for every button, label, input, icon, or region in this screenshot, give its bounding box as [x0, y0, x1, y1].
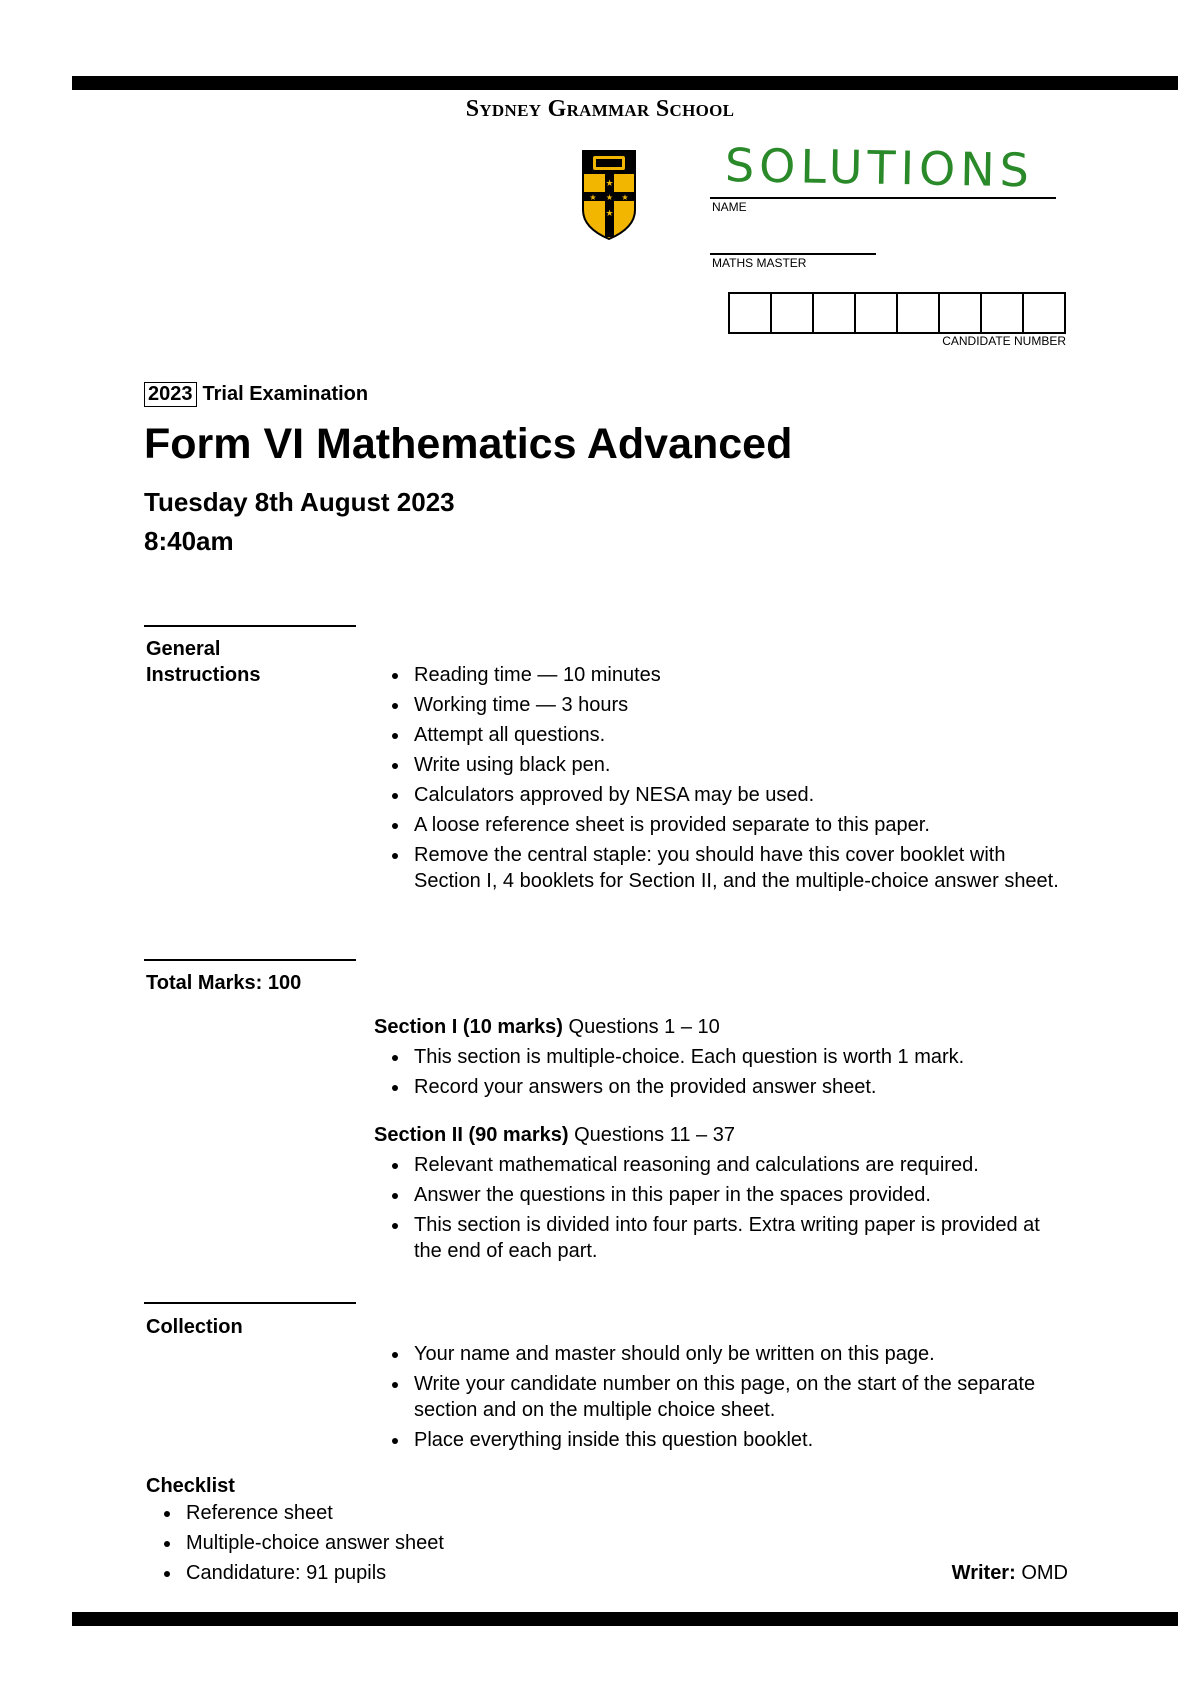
- candidate-digit-box[interactable]: [772, 294, 814, 332]
- list-item: Write using black pen.: [388, 752, 1068, 778]
- bottom-rule: [72, 1612, 1178, 1626]
- list-item: Answer the questions in this paper in the spaces provided.: [388, 1182, 1068, 1208]
- candidate-digit-box[interactable]: [982, 294, 1024, 332]
- list-item: Relevant mathematical reasoning and calculations are required.: [388, 1152, 1068, 1178]
- exam-date: Tuesday 8th August 2023: [144, 487, 455, 517]
- section-two-range: Questions 11 – 37: [574, 1124, 735, 1146]
- list-item: Reference sheet: [160, 1500, 680, 1526]
- section-two-title: [374, 1122, 1068, 1148]
- list-item: This section is multiple-choice. Each question is worth 1 mark.: [388, 1044, 1068, 1070]
- checklist-heading: Checklist: [146, 1475, 235, 1497]
- list-item: Multiple-choice answer sheet: [160, 1530, 680, 1556]
- svg-text:★: ★: [589, 193, 597, 202]
- list-item: Attempt all questions.: [388, 722, 1068, 748]
- candidate-number-label: CANDIDATE NUMBER: [942, 334, 1066, 348]
- section-one-label: Section I (10 marks): [374, 1016, 563, 1038]
- school-crest-icon: [582, 150, 636, 240]
- svg-text:★: ★: [605, 208, 614, 218]
- section-two-block: [374, 1122, 1068, 1268]
- exam-type-line: [144, 382, 368, 407]
- svg-text:★: ★: [605, 178, 614, 188]
- svg-text:★: ★: [621, 193, 629, 202]
- section-divider: [144, 959, 356, 961]
- list-item: Your name and master should only be written on this page.: [388, 1341, 1068, 1367]
- candidate-digit-box[interactable]: [814, 294, 856, 332]
- general-instructions-heading: [146, 636, 260, 688]
- section-divider: [144, 625, 356, 627]
- section-divider: [144, 1302, 356, 1304]
- list-item: Reading time — 10 minutes: [388, 662, 1068, 688]
- svg-text:★: ★: [605, 193, 614, 202]
- school-name: Sydney Grammar School: [465, 96, 735, 122]
- exam-type: Trial Examination: [202, 383, 369, 405]
- exam-time: 8:40am: [144, 526, 234, 556]
- collection-list: [388, 1341, 1068, 1457]
- top-rule: [72, 76, 1178, 90]
- list-item: Write your candidate number on this page, on the start of the separate section and on the multiple choice sheet.: [388, 1371, 1068, 1423]
- writer-credit: [850, 1560, 1068, 1586]
- writer-label: Writer:: [951, 1562, 1016, 1584]
- name-label: NAME: [712, 200, 747, 214]
- list-item: Working time — 3 hours: [388, 692, 1068, 718]
- candidate-digit-box[interactable]: [730, 294, 772, 332]
- list-item: Calculators approved by NESA may be used.: [388, 782, 1068, 808]
- section-one-range: Questions 1 – 10: [568, 1016, 720, 1038]
- candidate-digit-box[interactable]: [940, 294, 982, 332]
- writer-value: OMD: [1021, 1562, 1068, 1584]
- general-instructions-list: [388, 662, 1068, 898]
- total-marks-heading: Total Marks: 100: [146, 972, 302, 994]
- collection-heading: Collection: [146, 1316, 243, 1338]
- list-item: Record your answers on the provided answer sheet.: [388, 1074, 1068, 1100]
- checklist-list: [160, 1500, 680, 1590]
- candidate-number-boxes: [728, 292, 1066, 334]
- list-item: This section is divided into four parts. Extra writing paper is provided at the end of each part.: [388, 1212, 1068, 1264]
- handwritten-name: SOLUTIONS: [724, 138, 1035, 198]
- name-line: [710, 197, 1056, 199]
- list-item: Place everything inside this question booklet.: [388, 1427, 1068, 1453]
- exam-year: 2023: [144, 382, 197, 407]
- list-item: Remove the central staple: you should have this cover booklet with Section I, 4 booklets for Section II, and the multiple-choice answer sheet.: [388, 842, 1068, 894]
- candidate-digit-box[interactable]: [856, 294, 898, 332]
- section-one-title: [374, 1014, 1068, 1040]
- list-item: A loose reference sheet is provided separate to this paper.: [388, 812, 1068, 838]
- maths-master-label: MATHS MASTER: [712, 256, 807, 270]
- candidate-digit-box[interactable]: [898, 294, 940, 332]
- exam-title: Form VI Mathematics Advanced: [144, 420, 793, 468]
- general-heading-line2: Instructions: [146, 664, 261, 686]
- maths-master-line: [710, 253, 876, 255]
- section-one-list: [388, 1044, 1068, 1100]
- list-item: Candidature: 91 pupils: [160, 1560, 680, 1586]
- section-one-block: [374, 1014, 1068, 1104]
- candidate-digit-box[interactable]: [1024, 294, 1064, 332]
- general-heading-line1: General: [146, 638, 221, 660]
- section-two-label: Section II (90 marks): [374, 1124, 569, 1146]
- section-two-list: [388, 1152, 1068, 1264]
